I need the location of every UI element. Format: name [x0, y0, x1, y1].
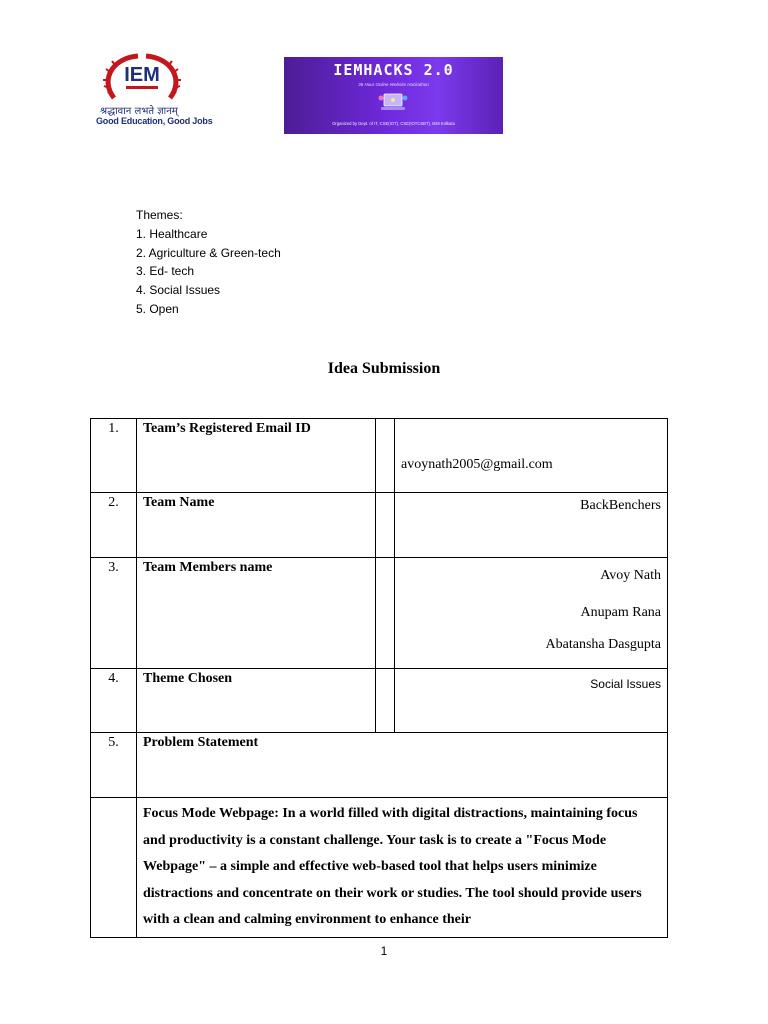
hackathon-illustration: [377, 90, 409, 116]
problem-statement-text: Focus Mode Webpage: In a world filled with digital distractions, maintaining focus and productivity is a constant challenge. Your task is to create a "Focus Mode Webpage" – a simple and effective web-based tool that helps users minimize distractions and concentrate on their work or studies. The tool should provide users with a clean and calming environment to enhance their: [137, 798, 668, 938]
theme-item: 5. Open: [136, 301, 179, 316]
member-name: Abatansha Dasgupta: [545, 637, 661, 652]
members-value: [395, 558, 668, 669]
theme-item: 2. Agriculture & Green-tech: [136, 245, 281, 260]
table-row: [91, 558, 668, 669]
row-label: Team Name: [137, 493, 376, 558]
themes-list: [136, 206, 281, 319]
iem-motto: श्रद्धावान लभते ज्ञानम्: [100, 106, 178, 117]
page-title: Idea Submission: [327, 360, 441, 377]
theme-item: 4. Social Issues: [136, 283, 221, 298]
spacer-cell: [376, 558, 395, 669]
email-value: avoynath2005@gmail.com: [395, 419, 668, 493]
svg-text:IEM: IEM: [124, 64, 160, 86]
theme-item: 3. Ed- tech: [136, 264, 195, 279]
theme-value: Social Issues: [395, 669, 668, 733]
spacer-cell: [376, 419, 395, 493]
row-number: 5.: [91, 733, 137, 798]
themes-heading: Themes:: [136, 208, 183, 222]
banner-subtitle: 36 Hour Online Website Hackathon: [358, 82, 429, 87]
table-row: [91, 419, 668, 493]
row-number: 2.: [91, 493, 137, 558]
row-number: 4.: [91, 669, 137, 733]
theme-item: 1. Healthcare: [136, 226, 208, 241]
page-number: 1: [380, 944, 388, 958]
member-name: Anupam Rana: [580, 604, 661, 620]
table-row: [91, 493, 668, 558]
row-label: Team’s Registered Email ID: [137, 419, 376, 493]
iemhacks-banner: [284, 57, 503, 134]
member-name: Avoy Nath: [600, 568, 661, 583]
row-label: Team Members name: [137, 558, 376, 669]
row-number: 3.: [91, 558, 137, 669]
banner-footer: Organized by Dept. of IT, CSE(IOT), CSE(IOTCSBT), IEM Kolkata: [332, 121, 455, 126]
row-number: 1.: [91, 419, 137, 493]
row-label: Theme Chosen: [137, 669, 376, 733]
iem-tagline: Good Education, Good Jobs: [96, 116, 213, 126]
spacer-cell: [376, 493, 395, 558]
table-row: [91, 733, 668, 798]
submission-table: [90, 418, 668, 938]
team-name-value: BackBenchers: [395, 493, 668, 558]
row-label: Problem Statement: [137, 733, 668, 798]
banner-title: IEMHACKS 2.0: [333, 61, 454, 79]
spacer-cell: [376, 669, 395, 733]
row-number: [91, 798, 137, 938]
table-row: [91, 669, 668, 733]
table-row: [91, 798, 668, 938]
